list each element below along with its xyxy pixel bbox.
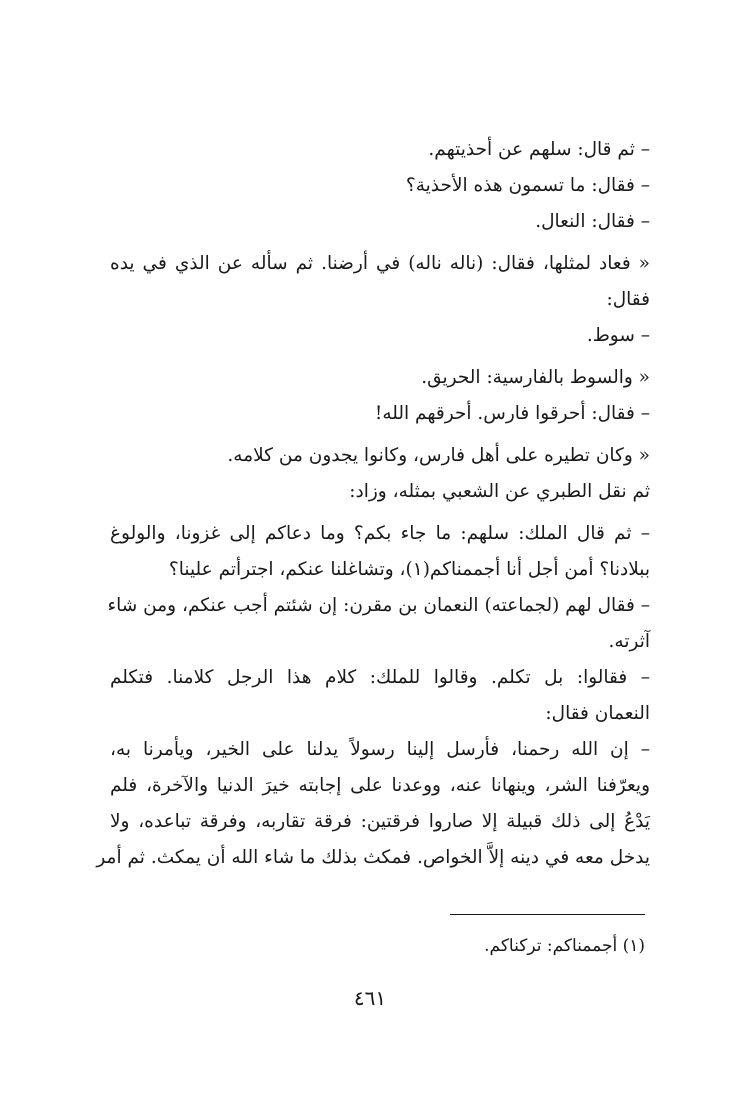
text-line: – ثم قال الملك: سلهم: ما جاء بكم؟ وما دعاكم إلى غزونا، والولوغ bbox=[110, 523, 650, 544]
text-line: – فقال لهم (لجماعته) النعمان بن مقرن: إن شئتم أجب عنكم، ومن شاء bbox=[107, 595, 650, 616]
body-text bbox=[96, 132, 650, 876]
text-line: النعمان فقال: bbox=[545, 703, 650, 724]
text-line: ويعرّفنا الشر، وينهانا عنه، ووعدنا على إجابته خيرَ الدنيا والآخرة، فلم bbox=[110, 775, 650, 796]
footnote-divider bbox=[450, 914, 645, 915]
footnote: (١) أجممناكم: تركناكم. bbox=[484, 936, 645, 956]
text-line: يدخل معه في دينه إلاَّ الخواص. فمكث بذلك ما شاء الله أن يمكث. ثم أمر bbox=[96, 847, 650, 868]
text-line: « وكان تطيره على أهل فارس، وكانوا يجدون من كلامه. bbox=[227, 445, 650, 466]
text-line: يَدْعُ إلى ذلك قبيلة إلا صاروا فرقتين: فرقة تقاربه، وفرقة تباعده، ولا bbox=[110, 811, 650, 832]
text-line: ثم نقل الطبري عن الشعبي بمثله، وزاد: bbox=[349, 481, 650, 502]
text-line: – فقال: النعال. bbox=[535, 211, 650, 232]
text-line: « فعاد لمثلها، فقال: (ناله ناله) في أرضنا. ثم سأله عن الذي في يده bbox=[110, 253, 650, 274]
text-line: – سوط. bbox=[586, 325, 650, 346]
text-line: – فقال: ما تسمون هذه الأحذية؟ bbox=[405, 175, 650, 196]
text-line: آثرته. bbox=[608, 631, 650, 652]
text-line: ببلادنا؟ أمن أجل أنا أجممناكم(١)، وتشاغلنا عنكم، اجترأتم علينا؟ bbox=[168, 559, 650, 580]
text-line: – إن الله رحمنا، فأرسل إلينا رسولاً يدلنا على الخير، ويأمرنا به، bbox=[110, 739, 650, 760]
text-line: – فقالوا: بل تكلم. وقالوا للملك: كلام هذا الرجل كلامنا. فتكلم bbox=[110, 667, 650, 688]
text-line: – ثم قال: سلهم عن أحذيتهم. bbox=[428, 139, 650, 160]
text-line: فقال: bbox=[606, 289, 650, 310]
page-number: ٤٦١ bbox=[353, 986, 387, 1010]
text-line: – فقال: أحرقوا فارس. أحرقهم الله! bbox=[374, 403, 650, 424]
text-line: « والسوط بالفارسية: الحريق. bbox=[421, 367, 650, 388]
